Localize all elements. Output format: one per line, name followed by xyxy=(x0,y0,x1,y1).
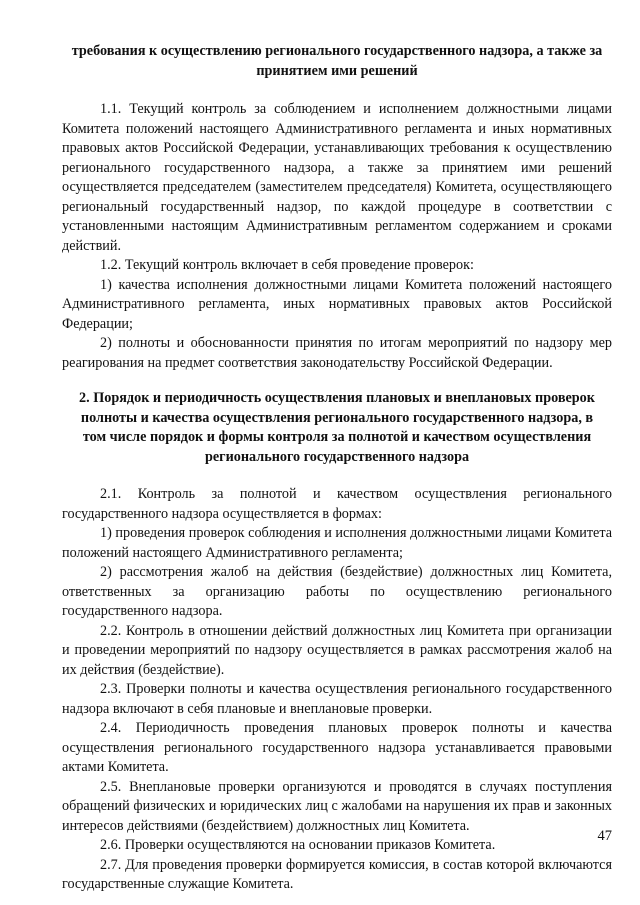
paragraph-2-1-item-1: 1) проведения проверок соблюдения и исполнения должностными лицами Комитета положений настоящего Административного регламента; xyxy=(62,525,612,561)
document-page xyxy=(62,42,612,895)
paragraph-1-2: 1.2. Текущий контроль включает в себя проведение проверок: xyxy=(100,257,474,273)
paragraph-2-1: 2.1. Контроль за полнотой и качеством осуществления регионального государственного надзора осуществляется в формах: xyxy=(62,486,612,522)
paragraph-2-2: 2.2. Контроль в отношении действий должностных лиц Комитета при организации и проведении мероприятий по надзору осуществляется в рамках рассмотрения жалоб на их действия (бездействие). xyxy=(62,622,612,678)
paragraph-2-1-item-2: 2) рассмотрения жалоб на действия (бездействие) должностных лиц Комитета, ответственных за организацию работы по осуществлению регионального государственного надзора. xyxy=(62,564,612,619)
paragraph-2-7: 2.7. Для проведения проверки формируется комиссия, в состав которой включаются государственные служащие Комитета. xyxy=(62,856,612,892)
page-number: 47 xyxy=(597,828,612,844)
top-heading: требования к осуществлению регионального государственного надзора, а также за принятием ими решений xyxy=(71,43,603,79)
paragraph-1-2-item-2: 2) полноты и обоснованности принятия по итогам мероприятий по надзору мер реагирования на предмет соответствия законодательству Российской Федерации. xyxy=(62,335,612,371)
paragraph-2-4: 2.4. Периодичность проведения плановых проверок полноты и качества осуществления регионального государственного надзора устанавливается правовыми актами Комитета. xyxy=(62,720,612,775)
section-1-body xyxy=(62,100,612,373)
paragraph-1-1: 1.1. Текущий контроль за соблюдением и исполнением должностными лицами Комитета положений настоящего Административного регламента и иных нормативных правовых актов Российской Федерации, устанавливающих требования к осуществлению регионального государственного надзора, а также за принятием ими решений осуществляется председателем (заместителем председателя) Комитета, осуществляющего региональный государственный надзор, по каждой процедуре в соответствии с установленными настоящим Административным регламентом содержанием и сроками действий. xyxy=(62,101,612,254)
paragraph-2-3: 2.3. Проверки полноты и качества осуществления регионального государственного надзора включают в себя плановые и внеплановые проверки. xyxy=(62,681,612,717)
paragraph-2-6: 2.6. Проверки осуществляются на основании приказов Комитета. xyxy=(100,837,496,853)
section-2-body xyxy=(62,485,612,895)
paragraph-1-2-item-1: 1) качества исполнения должностными лицами Комитета положений настоящего Административного регламента, иных нормативных правовых актов Российской Федерации; xyxy=(62,276,612,332)
section-2-heading: 2. Порядок и периодичность осуществления плановых и внеплановых проверок полноты и качества осуществления регионального государственного надзора, в том числе порядок и формы контроля за полнотой и качеством осуществления регионального государственного надзора xyxy=(79,390,595,465)
paragraph-2-5: 2.5. Внеплановые проверки организуются и проводятся в случаях поступления обращений физических и юридических лиц с жалобами на нарушения их прав и законных интересов действиями (бездействием) должностных лиц Комитета. xyxy=(62,778,612,834)
